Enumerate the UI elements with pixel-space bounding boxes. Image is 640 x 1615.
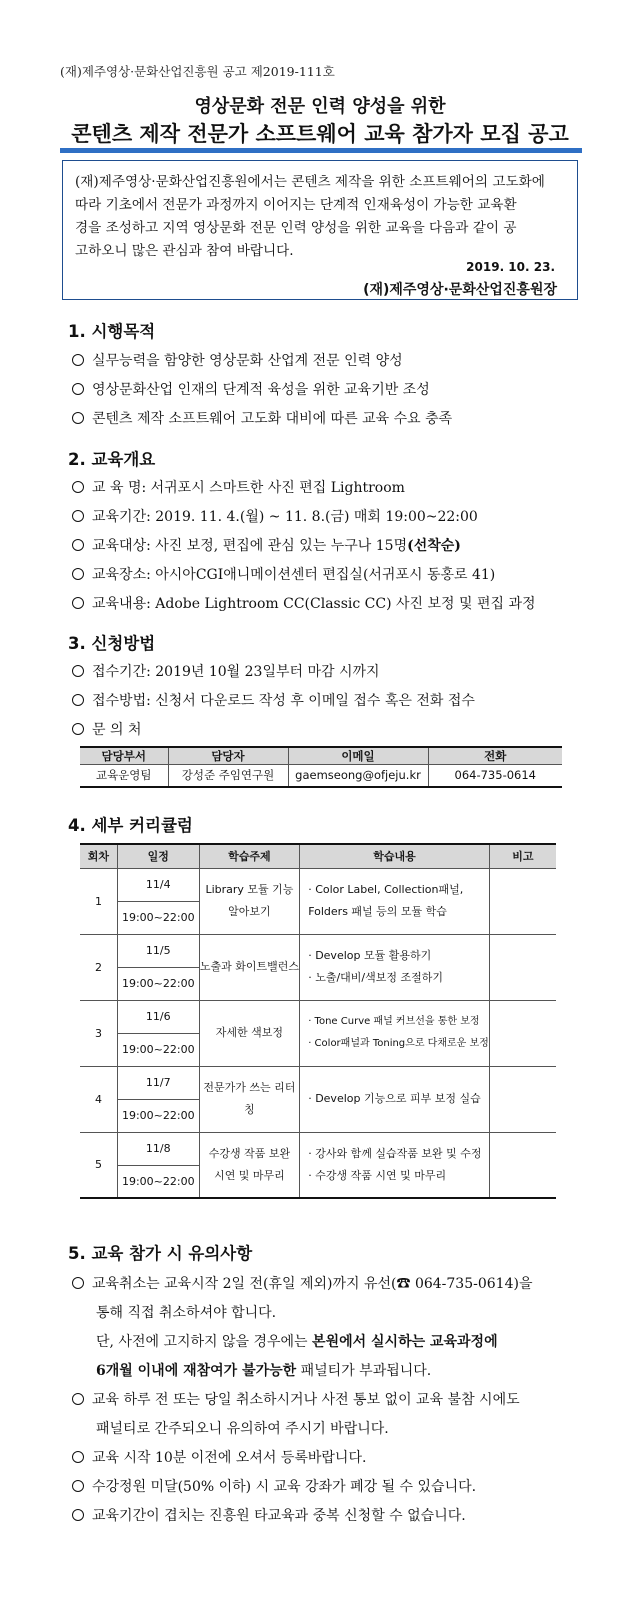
- circle-bullet-icon: [72, 412, 84, 424]
- list-item: 교육취소는 교육시작 2일 전(휴일 제외)까지 유선(☎ 064-735-0614)을: [72, 1273, 532, 1293]
- table-row: [80, 1132, 556, 1165]
- circle-bullet-icon: [72, 1480, 84, 1492]
- session-number: 5: [80, 1132, 117, 1198]
- table-row: [80, 765, 562, 787]
- section-3-title: 3. 신청방법: [68, 634, 156, 653]
- contact-person-cell: 강성준 주임연구원: [168, 765, 288, 787]
- intro-line: 따라 기초에서 전문가 과정까지 이어지는 단계적 인재육성이 가능한 교육환: [75, 197, 517, 213]
- list-item-continuation: 통해 직접 취소하셔야 합니다.: [96, 1305, 277, 1321]
- session-content: · Develop 기능으로 피부 보정 실습: [300, 1066, 490, 1132]
- intro-line: 경을 조성하고 지역 영상문화 전문 인력 양성을 위한 교육을 다음과 같이 공: [75, 220, 517, 236]
- session-date: 11/6: [117, 1000, 199, 1033]
- session-number: 1: [80, 868, 117, 934]
- list-item: 접수기간: 2019년 10월 23일부터 마감 시까지: [72, 661, 380, 681]
- list-item: 교육내용: Adobe Lightroom CC(Classic CC) 사진 보정 및 편집 과정: [72, 593, 536, 613]
- intro-organization: (재)제주영상·문화산업진흥원장: [363, 282, 557, 298]
- list-item: 교육 하루 전 또는 당일 취소하시거나 사전 통보 없이 교육 불참 시에도: [72, 1389, 520, 1409]
- session-date: 11/8: [117, 1132, 199, 1165]
- list-item: 영상문화산업 인재의 단계적 육성을 위한 교육기반 조성: [72, 379, 430, 399]
- title-underline: [60, 148, 582, 153]
- session-topic: 전문가가 쓰는 리터칭: [199, 1066, 300, 1132]
- session-time: 19:00~22:00: [117, 1033, 199, 1066]
- circle-bullet-icon: [72, 1393, 84, 1405]
- session-content: · Color Label, Collection패널, Folders 패널 등의 모듈 학습: [300, 868, 490, 934]
- list-item: 수강정원 미달(50% 이하) 시 교육 강좌가 폐강 될 수 있습니다.: [72, 1476, 476, 1496]
- session-date: 11/7: [117, 1066, 199, 1099]
- section-5-title: 5. 교육 참가 시 유의사항: [68, 1244, 253, 1263]
- title-line-1: 영상문화 전문 인력 양성을 위한: [194, 96, 446, 117]
- phone-cell: 064-735-0614: [428, 765, 562, 787]
- table-header-cell: 담당자: [168, 747, 288, 765]
- intro-line: 고하오니 많은 관심과 참여 바랍니다.: [75, 243, 294, 259]
- table-header-cell: 전화: [428, 747, 562, 765]
- session-topic: 수강생 작품 보완 시연 및 마무리: [199, 1132, 300, 1198]
- session-note: [489, 934, 556, 1000]
- list-item: 접수방법: 신청서 다운로드 작성 후 이메일 접수 혹은 전화 접수: [72, 690, 475, 710]
- department-cell: 교육운영팀: [80, 765, 168, 787]
- session-time: 19:00~22:00: [117, 1099, 199, 1132]
- circle-bullet-icon: [72, 510, 84, 522]
- list-item-continuation: 패널티로 간주되오니 유의하여 주시기 바랍니다.: [96, 1421, 389, 1437]
- table-row: [80, 868, 556, 901]
- table-header-cell: 회차: [80, 844, 117, 868]
- circle-bullet-icon: [72, 568, 84, 580]
- table-header-cell: 이메일: [288, 747, 428, 765]
- session-note: [489, 1066, 556, 1132]
- table-header-cell: 학습주제: [199, 844, 300, 868]
- table-header-row: [80, 747, 562, 765]
- list-item: 콘텐츠 제작 소프트웨어 고도화 대비에 따른 교육 수요 충족: [72, 408, 452, 428]
- curriculum-table: [80, 843, 556, 1199]
- table-row: [80, 934, 556, 967]
- circle-bullet-icon: [72, 1451, 84, 1463]
- session-date: 11/4: [117, 868, 199, 901]
- table-header-cell: 비고: [489, 844, 556, 868]
- intro-box: [62, 160, 578, 300]
- session-time: 19:00~22:00: [117, 901, 199, 934]
- circle-bullet-icon: [72, 539, 84, 551]
- section-4-title: 4. 세부 커리큘럼: [68, 816, 193, 835]
- circle-bullet-icon: [72, 1509, 84, 1521]
- email-cell: gaemseong@ofjeju.kr: [288, 765, 428, 787]
- session-content: · Tone Curve 패널 커브선을 통한 보정 · Color패널과 Toning으로 다채로운 보정: [300, 1000, 490, 1066]
- intro-date: 2019. 10. 23.: [466, 260, 555, 274]
- list-item: 교 육 명: 서귀포시 스마트한 사진 편집 Lightroom: [72, 477, 405, 497]
- circle-bullet-icon: [72, 1277, 84, 1289]
- list-item: 교육장소: 아시아CGI애니메이션센터 편집실(서귀포시 동홍로 41): [72, 564, 495, 584]
- session-topic: Library 모듈 기능 알아보기: [199, 868, 300, 934]
- section-1-title: 1. 시행목적: [68, 322, 156, 341]
- list-item-continuation: 단, 사전에 고지하지 않을 경우에는 본원에서 실시하는 교육과정에: [96, 1334, 498, 1350]
- session-topic: 노출과 화이트밸런스: [199, 934, 300, 1000]
- circle-bullet-icon: [72, 383, 84, 395]
- circle-bullet-icon: [72, 481, 84, 493]
- session-time: 19:00~22:00: [117, 1165, 199, 1198]
- circle-bullet-icon: [72, 694, 84, 706]
- session-note: [489, 868, 556, 934]
- title-line-2: 콘텐츠 제작 전문가 소프트웨어 교육 참가자 모집 공고: [71, 122, 569, 146]
- session-note: [489, 1000, 556, 1066]
- table-row: [80, 1000, 556, 1033]
- session-content: · Develop 모듈 활용하기 · 노출/대비/색보정 조절하기: [300, 934, 490, 1000]
- section-2-title: 2. 교육개요: [68, 450, 156, 469]
- list-item: 교육대상: 사진 보정, 편집에 관심 있는 누구나 15명(선착순): [72, 535, 461, 555]
- list-item: 실무능력을 함양한 영상문화 산업계 전문 인력 양성: [72, 350, 403, 370]
- list-item: 교육기간: 2019. 11. 4.(월) ~ 11. 8.(금) 매회 19:00~22:00: [72, 506, 478, 526]
- session-number: 2: [80, 934, 117, 1000]
- session-number: 3: [80, 1000, 117, 1066]
- notice-number: (재)제주영상·문화산업진흥원 공고 제2019-111호: [60, 64, 335, 79]
- list-item-continuation: 6개월 이내에 재참여가 불가능한 패널티가 부과됩니다.: [96, 1363, 432, 1379]
- session-time: 19:00~22:00: [117, 967, 199, 1000]
- list-item: 교육 시작 10분 이전에 오셔서 등록바랍니다.: [72, 1447, 366, 1467]
- table-header-cell: 일정: [117, 844, 199, 868]
- session-date: 11/5: [117, 934, 199, 967]
- session-topic: 자세한 색보정: [199, 1000, 300, 1066]
- list-item: 교육기간이 겹치는 진흥원 타교육과 중복 신청할 수 없습니다.: [72, 1505, 466, 1525]
- session-number: 4: [80, 1066, 117, 1132]
- intro-text: [75, 171, 565, 263]
- table-header-row: [80, 844, 556, 868]
- session-note: [489, 1132, 556, 1198]
- intro-line: (재)제주영상·문화산업진흥원에서는 콘텐츠 제작을 위한 소프트웨어의 고도화에: [75, 174, 545, 190]
- list-item: 문 의 처: [72, 719, 141, 739]
- circle-bullet-icon: [72, 354, 84, 366]
- circle-bullet-icon: [72, 665, 84, 677]
- circle-bullet-icon: [72, 597, 84, 609]
- circle-bullet-icon: [72, 723, 84, 735]
- contact-table: [80, 746, 562, 788]
- session-content: · 강사와 함께 실습작품 보완 및 수정 · 수강생 작품 시연 및 마무리: [300, 1132, 490, 1198]
- table-header-cell: 담당부서: [80, 747, 168, 765]
- table-header-cell: 학습내용: [300, 844, 490, 868]
- table-row: [80, 1066, 556, 1099]
